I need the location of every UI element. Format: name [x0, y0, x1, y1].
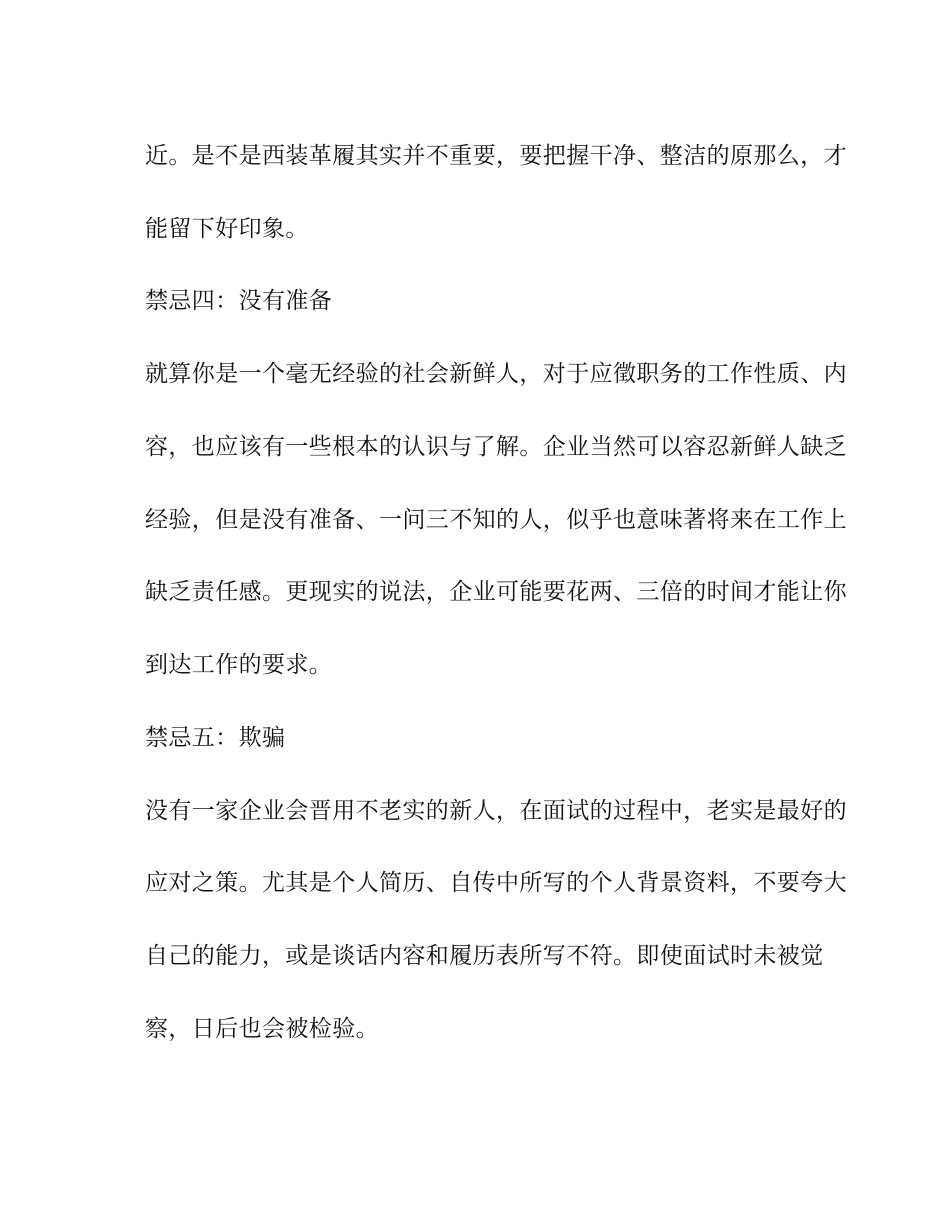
- text-line: 容，也应该有一些根本的认识与了解。企业当然可以容忍新鲜人缺乏: [145, 434, 847, 460]
- section-heading-5: 禁忌五：欺骗: [145, 725, 286, 751]
- text-line: 到达工作的要求。: [145, 652, 333, 678]
- text-line: 察，日后也会被检验。: [145, 1016, 379, 1042]
- text-line: 应对之策。尤其是个人简历、自传中所写的个人背景资料，不要夸大: [145, 870, 847, 896]
- section-heading-4: 禁忌四：没有准备: [145, 288, 333, 314]
- text-line: 缺乏责任感。更现实的说法，企业可能要花两、三倍的时间才能让你: [145, 579, 847, 605]
- text-line: 经验，但是没有准备、一问三不知的人，似乎也意味著将来在工作上: [145, 507, 847, 533]
- text-line: 没有一家企业会晋用不老实的新人，在面试的过程中，老实是最好的: [145, 798, 847, 824]
- text-line: 能留下好印象。: [145, 216, 309, 242]
- text-line: 就算你是一个毫无经验的社会新鲜人，对于应徵职务的工作性质、内: [145, 361, 847, 387]
- text-line: 近。是不是西装革履其实并不重要，要把握干净、整洁的原那么，才: [145, 143, 847, 169]
- text-line: 自己的能力，或是谈话内容和履历表所写不符。即使面试时未被觉: [145, 943, 824, 969]
